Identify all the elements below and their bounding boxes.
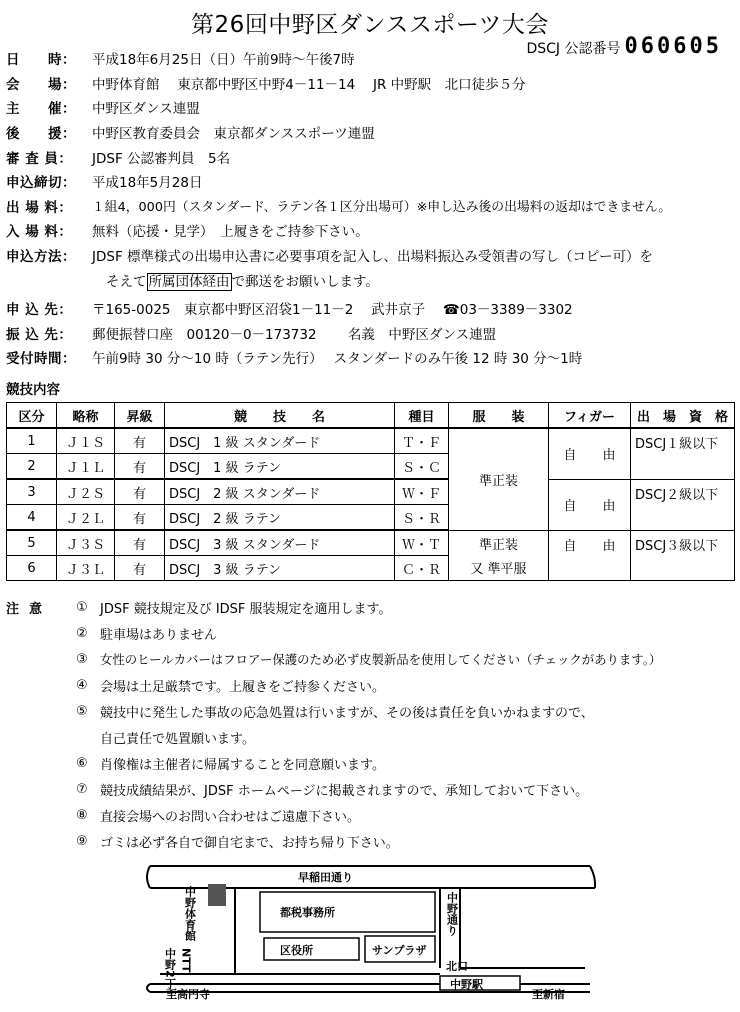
cell-up: 有	[115, 428, 165, 454]
cell-name: DSCJ 3 級 ラテン	[165, 556, 395, 581]
info-label: 申込方法：	[6, 249, 76, 266]
road-end	[147, 866, 150, 888]
map-label-street: 早稲田通り	[298, 871, 353, 884]
cell-qualification: DSCJ１級以下	[631, 428, 735, 479]
note-item	[6, 802, 734, 828]
cell-figure: 自 由	[549, 530, 631, 581]
cell-no: 4	[7, 505, 57, 531]
south-road	[160, 968, 585, 974]
cell-dances: Ｔ・Ｆ	[395, 428, 449, 454]
cell-no: 1	[7, 428, 57, 454]
col-header: 種目	[395, 403, 449, 429]
cell-up: 有	[115, 479, 165, 505]
cell-name: DSCJ 2 級 ラテン	[165, 505, 395, 531]
cell-up: 有	[115, 505, 165, 531]
cell-qualification: DSCJ３級以下	[631, 530, 735, 581]
registration-value: 060605	[624, 34, 722, 59]
venue-marker	[208, 884, 226, 906]
note-item	[6, 594, 734, 620]
event-info	[6, 46, 734, 370]
note-item	[6, 620, 734, 646]
cell-qualification: DSCJ２級以下	[631, 479, 735, 530]
col-header: 略称	[57, 403, 115, 429]
cell-no: 3	[7, 479, 57, 505]
info-deadline	[6, 169, 734, 194]
cell-abbr: Ｊ３Ｌ	[57, 556, 115, 581]
info-label: 後 援：	[6, 126, 76, 143]
note-text: JDSF 競技規定及び IDSF 服装規定を適用します。	[100, 601, 392, 617]
info-label: 会 場：	[6, 76, 76, 93]
cell-dances: Ｗ・Ｔ	[395, 530, 449, 556]
note-mark: ④	[76, 677, 88, 693]
info-value: JDSF 標準様式の出場申込書に必要事項を記入し、出場料振込み受領書の写し（コピー可）を	[92, 249, 653, 266]
note-mark: ⑦	[76, 781, 88, 797]
cell-name: DSCJ 1 級 スタンダード	[165, 428, 395, 454]
col-header: 競 技 名	[165, 403, 395, 429]
method-pre: そえて	[106, 273, 147, 290]
cell-abbr: Ｊ１Ｌ	[57, 454, 115, 480]
map-label-sunplaza: サンプラザ	[372, 944, 427, 957]
cell-attire: 準正装	[449, 428, 549, 530]
method-post: で郵送をお願いします。	[231, 273, 379, 290]
note-mark: ⑧	[76, 807, 88, 823]
note-item	[6, 776, 734, 802]
map-label-ntt: NTT	[179, 948, 193, 973]
col-header: 服 装	[449, 403, 549, 429]
note-text: 肖像権は主催者に帰属することを同意願います。	[100, 757, 385, 773]
note-text: 会場は土足厳禁です。上履きをご持参ください。	[100, 679, 385, 695]
note-mark: ①	[76, 599, 88, 615]
cross-roads	[235, 888, 460, 974]
note-item	[6, 698, 734, 724]
map-label-station: 中野駅	[450, 978, 483, 991]
note-mark: ⑨	[76, 833, 88, 849]
cell-attire: 準正装	[449, 530, 549, 556]
cell-dances: Ｃ・Ｒ	[395, 556, 449, 581]
note-text: ゴミは必ず各自で御自宅まで、お持ち帰り下さい。	[100, 835, 399, 851]
cell-name: DSCJ 1 級 ラテン	[165, 454, 395, 480]
col-header: 出 場 資 格	[631, 403, 735, 429]
info-label: 申 込 先：	[6, 302, 73, 319]
cell-dances: Ｓ・Ｒ	[395, 505, 449, 531]
registration-label: DSCJ 公認番号	[526, 41, 621, 57]
info-value: 〒165-0025 東京都中野区沼袋1－11－2 武井京子 ☎03－3389－3302	[92, 302, 573, 319]
info-organizer	[6, 95, 734, 120]
map-label-nakano-street: 中野通り	[445, 892, 459, 936]
cell-dances: Ｗ・Ｆ	[395, 479, 449, 505]
info-label: 入 場 料：	[6, 224, 73, 241]
map-label-ward-office: 区役所	[280, 944, 313, 957]
table-row	[7, 428, 735, 454]
map-label-east: 至新宿	[532, 988, 565, 1001]
note-mark: ③	[76, 651, 88, 667]
road-end	[590, 866, 595, 888]
info-value: 午前9時 30 分～10 時（ラテン先行） スタンダードのみ午後 12 時 30 分～1時	[92, 351, 583, 368]
events-table	[6, 402, 735, 581]
cell-abbr: Ｊ２Ｓ	[57, 479, 115, 505]
info-value: JDSF 公認審判員 5名	[92, 150, 231, 167]
col-header: フィガー	[549, 403, 631, 429]
page-title: 第26回中野区ダンススポーツ大会	[191, 12, 549, 38]
note-item	[6, 646, 734, 672]
note-item	[6, 672, 734, 698]
info-method	[6, 243, 734, 268]
info-value: 平成18年5月28日	[92, 175, 203, 192]
info-transfer	[6, 321, 734, 346]
info-value: 中野体育館 東京都中野区中野4－11－14 JR 中野駅 北口徒歩５分	[92, 76, 526, 93]
info-date	[6, 46, 734, 71]
info-label: 受付時間：	[6, 351, 76, 368]
cell-dances: Ｓ・Ｃ	[395, 454, 449, 480]
info-value: 中野区ダンス連盟	[92, 101, 200, 118]
info-value	[6, 270, 734, 290]
info-value: 中野区教育委員会 東京都ダンススポーツ連盟	[92, 126, 375, 143]
notes	[6, 594, 734, 854]
note-item	[6, 750, 734, 776]
note-item	[6, 724, 734, 750]
info-support	[6, 120, 734, 145]
cell-attire: 又 準平服	[449, 556, 549, 581]
cell-up: 有	[115, 530, 165, 556]
cell-no: 6	[7, 556, 57, 581]
note-text: 競技成績結果が、JDSF ホームページに掲載されますので、承知しておいて下さい。	[100, 783, 589, 799]
table-row	[7, 530, 735, 556]
section-title: 競技内容	[6, 382, 60, 398]
railway	[150, 984, 590, 992]
cell-abbr: Ｊ３Ｓ	[57, 530, 115, 556]
info-label: 日 時：	[6, 52, 76, 69]
cell-abbr: Ｊ１Ｓ	[57, 428, 115, 454]
info-label: 主 催：	[6, 101, 76, 118]
info-judges	[6, 144, 734, 169]
col-header: 昇級	[115, 403, 165, 429]
map-label-nakano2: 中野2丁	[163, 948, 177, 989]
col-header: 区分	[7, 403, 57, 429]
cell-figure: 自 由	[549, 479, 631, 530]
note-mark: ⑤	[76, 703, 88, 719]
cell-no: 5	[7, 530, 57, 556]
info-venue	[6, 71, 734, 96]
note-text: 駐車場はありません	[100, 627, 218, 643]
note-mark: ⑥	[76, 755, 88, 771]
info-value: 平成18年6月25日（日）午前9時～午後7時	[92, 52, 355, 69]
info-admission	[6, 218, 734, 243]
note-text: 自己責任で処置願います。	[100, 731, 255, 747]
cell-name: DSCJ 3 級 スタンダード	[165, 530, 395, 556]
info-label: 申込締切：	[6, 175, 76, 192]
cell-up: 有	[115, 454, 165, 480]
note-item	[6, 828, 734, 854]
railway-end	[147, 984, 150, 992]
cell-abbr: Ｊ２Ｌ	[57, 505, 115, 531]
cell-name: DSCJ 2 級 スタンダード	[165, 479, 395, 505]
info-value: 郵便振替口座 00120－0－173732 名義 中野区ダンス連盟	[92, 326, 497, 343]
info-label: 振 込 先：	[6, 326, 73, 343]
note-text: 直接会場へのお問い合わせはご遠慮下さい。	[100, 809, 361, 825]
access-map	[140, 856, 600, 1006]
info-reception	[6, 345, 734, 370]
cell-no: 2	[7, 454, 57, 480]
cell-figure: 自 由	[549, 428, 631, 479]
info-entry-fee	[6, 194, 734, 219]
info-value: 無料（応援・見学） 上履きをご持参下さい。	[92, 224, 369, 241]
method-boxed: 所属団体経由	[148, 273, 230, 290]
cell-up: 有	[115, 556, 165, 581]
info-label: 審 査 員：	[6, 150, 73, 167]
info-label: 出 場 料：	[6, 199, 73, 216]
map-label-tax-office: 都税事務所	[280, 906, 335, 919]
notes-heading: 注意	[6, 601, 53, 617]
table-row	[7, 479, 735, 505]
table-header-row	[7, 403, 735, 429]
map-label-west: 至高円寺	[166, 988, 210, 1001]
map-label-north-exit: 北口	[446, 960, 468, 973]
info-value: １組4，000円（スタンダード、ラテン各１区分出場可）※申し込み後の出場料の返却はできません。	[92, 200, 672, 216]
info-method-cont	[6, 267, 734, 292]
note-mark: ②	[76, 625, 88, 641]
map-label-venue: 中野体育館	[183, 886, 197, 941]
note-text: 女性のヒールカバーはフロアー保護のため必ず皮製新品を使用してください（チェックがあります。）	[100, 652, 662, 667]
info-apply-to	[6, 296, 734, 321]
note-text: 競技中に発生した事故の応急処置は行いますが、その後は責任を負いかねますので、	[100, 705, 594, 721]
